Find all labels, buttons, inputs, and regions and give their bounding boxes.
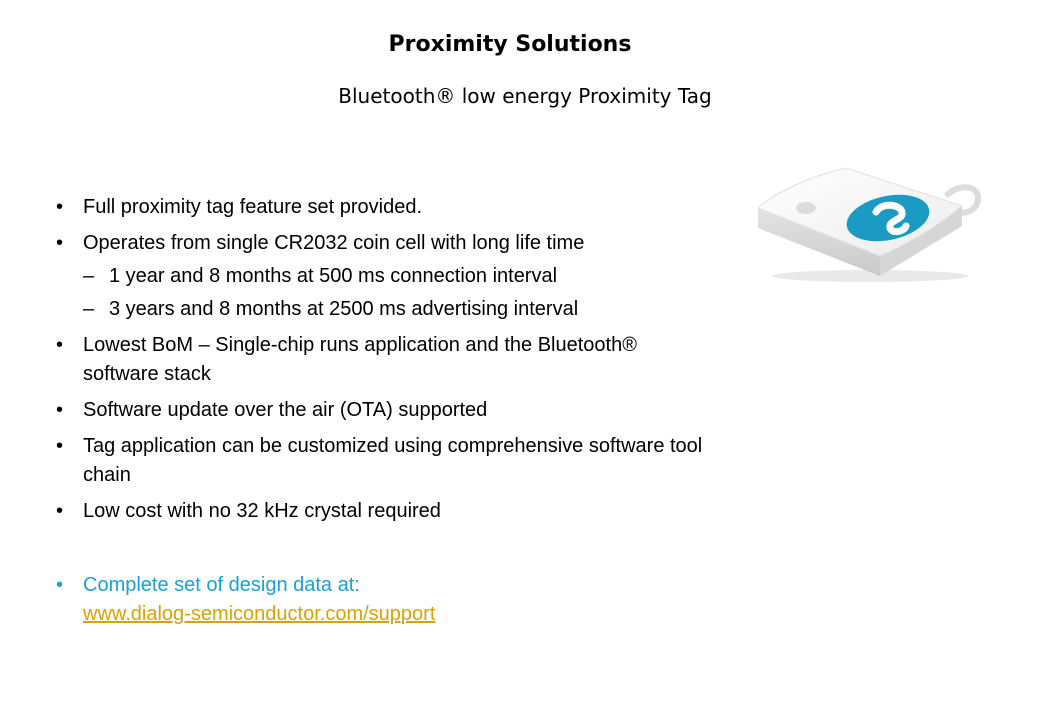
bullet-text: Lowest BoM – Single-chip runs application and the Bluetooth® software stack [83,334,637,385]
bullet-text: Tag application can be customized using comprehensive software tool chain [83,435,703,486]
bullet-marker: • [56,435,64,457]
bullet-text: Low cost with no 32 kHz crystal required [83,500,441,522]
sub-bullet-item [56,295,706,324]
bullet-item [56,396,706,425]
sub-bullet-marker: – [83,265,95,287]
bullet-item [56,229,706,258]
bullet-text: Full proximity tag feature set provided. [83,196,423,218]
bullet-marker: • [56,399,64,421]
support-text: Complete set of design data at: [83,574,360,596]
bullet-marker: • [56,574,64,596]
bullet-marker: • [56,196,64,218]
bullet-marker: • [56,232,64,254]
sub-bullet-text: 3 years and 8 months at 2500 ms advertising interval [109,298,579,320]
bullet-item [56,193,706,222]
bullet-item [56,331,643,389]
bullet-item [56,497,706,526]
bullet-item [56,432,713,490]
slide-subtitle: Bluetooth® low energy Proximity Tag [338,84,712,108]
sub-bullet-item [56,262,706,291]
slide-title: Proximity Solutions [388,32,632,57]
bullet-marker: • [56,500,64,522]
sub-bullet-text: 1 year and 8 months at 500 ms connection interval [109,265,558,287]
support-bullet [56,571,706,629]
support-link[interactable]: www.dialog-semiconductor.com/support [83,603,436,625]
bullet-list [56,193,706,636]
sub-bullet-marker: – [83,298,95,320]
bullet-marker: • [56,334,64,356]
proximity-tag-device-icon [748,160,988,290]
bullet-text: Software update over the air (OTA) supported [83,399,488,421]
bullet-text: Operates from single CR2032 coin cell with long life time [83,232,585,254]
